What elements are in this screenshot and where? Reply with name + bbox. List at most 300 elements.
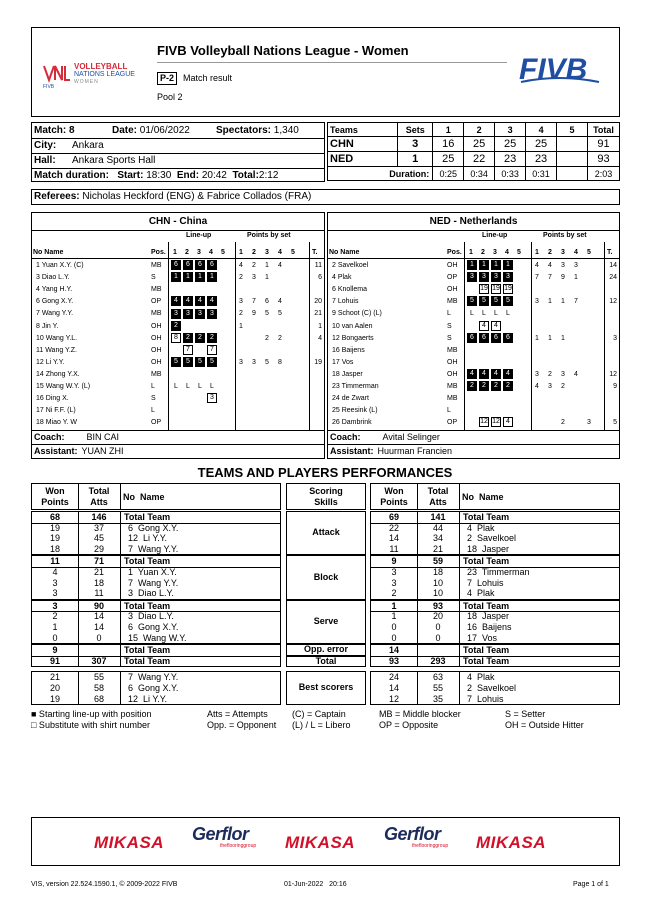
skill-name: Opp. error — [303, 644, 348, 654]
left-perf-header — [31, 483, 281, 510]
total-atts: 93 — [432, 600, 443, 611]
lineup-starting-position: 6 — [171, 260, 181, 270]
player-lineup — [171, 393, 219, 405]
total-atts: 293 — [430, 655, 446, 666]
player-set-points: 3 — [252, 274, 256, 282]
player-name: 9 Schoot (C) (L) — [332, 310, 382, 318]
player-or-team: 2 Savelkoel — [467, 682, 517, 693]
player-set-points: 3 — [548, 383, 552, 390]
player-set-points: 1 — [548, 298, 552, 306]
player-set-points: 7 — [535, 274, 539, 282]
player-set-points: 2 — [278, 334, 282, 342]
fivb-logo — [519, 52, 601, 84]
lineup-set-number: 4 — [209, 249, 213, 256]
lineup-substitute: 4 — [503, 417, 513, 427]
lineup-starting-position: 3 — [503, 272, 513, 282]
title-underline — [157, 62, 507, 63]
player-name: 6 Gong X.Y. — [36, 298, 74, 306]
player-row — [328, 369, 619, 381]
player-or-team: 7 Wang Y.Y. — [128, 543, 179, 554]
divider — [32, 444, 324, 445]
player-name: 8 Jin Y. — [36, 322, 59, 330]
lineup-starting-position: 5 — [171, 357, 181, 367]
player-set-points: 3 — [239, 298, 243, 306]
player-lineup — [467, 272, 515, 284]
total-atts-header-1: Total — [88, 486, 110, 496]
won-points: 12 — [388, 693, 399, 704]
score-cell — [557, 152, 588, 167]
lineup-starting-position: 6 — [183, 260, 193, 270]
total-atts: 14 — [93, 611, 104, 622]
skill-name: Block — [313, 571, 339, 582]
score-header-cell: Teams — [328, 123, 398, 137]
total-atts: 55 — [432, 682, 443, 693]
player-or-team: 6 Gong X.Y. — [128, 522, 179, 533]
lineup-set-number: 1 — [469, 249, 473, 256]
player-lineup — [171, 260, 219, 272]
player-or-team: 3 Diao L.Y. — [128, 588, 174, 599]
legend-substitute: □ Substitute with shirt number — [31, 720, 150, 730]
player-lineup — [171, 272, 219, 284]
referees-label: Referees: — [34, 191, 80, 202]
total-atts: 59 — [432, 556, 443, 567]
player-set-points: 9 — [561, 274, 565, 282]
lineup-starting-position: 2 — [195, 333, 205, 343]
total-atts: 37 — [93, 522, 104, 533]
points-set-number: 1 — [239, 249, 243, 256]
vnl-logo-line2: NATIONS LEAGUE — [74, 71, 135, 78]
column-divider — [459, 601, 460, 643]
col-no-name: No Name — [329, 249, 360, 256]
player-name: 25 Reesink (L) — [332, 407, 378, 415]
player-lineup — [467, 284, 515, 296]
skills-header-1: Scoring — [309, 486, 343, 496]
score-cell: 25 — [495, 137, 526, 152]
player-or-team: 23 Timmerman — [467, 566, 530, 577]
player-position: MB — [447, 395, 458, 403]
player-set-points: 3 — [587, 419, 591, 427]
total-atts: 68 — [93, 693, 104, 704]
player-lineup — [467, 296, 515, 308]
pool-label: Pool 2 — [157, 92, 183, 102]
total-atts: 45 — [93, 533, 104, 544]
total-atts: 71 — [93, 556, 104, 567]
sponsor-mikasa-2: MIKASA — [285, 833, 356, 852]
won-points-header-2: Points — [41, 497, 69, 507]
lineup-starting-position: 6 — [491, 333, 501, 343]
won-points: 14 — [388, 682, 399, 693]
player-total-points: 19 — [314, 358, 322, 366]
won-points: 22 — [388, 522, 399, 533]
player-name: 24 de Zwart — [332, 395, 369, 403]
won-points: 3 — [52, 577, 58, 588]
lineup-starting-position: 1 — [467, 260, 477, 270]
assistant-row — [330, 446, 452, 456]
player-lineup — [171, 321, 183, 333]
column-divider — [120, 672, 121, 704]
lineup-starting-position: 3 — [171, 309, 181, 319]
end-label: End: — [176, 170, 200, 181]
won-points: 24 — [388, 672, 399, 683]
lineup-starting-position: 6 — [503, 333, 513, 343]
total-atts: 29 — [93, 543, 104, 554]
score-row-chn — [328, 137, 620, 152]
player-set-points: 3 — [561, 370, 565, 378]
player-set-points: 2 — [252, 262, 256, 269]
player-lineup — [467, 417, 515, 429]
legend-oh: OH = Outside Hitter — [505, 720, 584, 730]
lineup-set-number: 2 — [481, 249, 485, 256]
lineup-libero: L — [482, 310, 486, 318]
legend-setter: S = Setter — [505, 709, 546, 719]
referees-box — [31, 189, 620, 205]
lineup-libero: L — [470, 310, 474, 318]
col-lineup-label: Line-up — [186, 232, 212, 239]
won-points: 9 — [391, 556, 397, 567]
lineup-starting-position: 5 — [183, 357, 193, 367]
player-or-team: 4 Plak — [467, 588, 495, 599]
score-cell — [557, 137, 588, 152]
lineup-starting-position: 6 — [195, 260, 205, 270]
lineup-starting-position: 4 — [171, 296, 181, 306]
player-row — [32, 296, 324, 308]
lineup-starting-position: 5 — [503, 296, 513, 306]
total-atts: 10 — [432, 577, 443, 588]
won-points: 68 — [49, 512, 60, 522]
lineup-libero: L — [210, 383, 214, 390]
score-header-cell: Sets — [398, 123, 433, 137]
spectators-count: 1,340 — [273, 125, 299, 136]
lineup-starting-position: 4 — [491, 369, 501, 379]
coach-row — [330, 432, 440, 442]
player-position: L — [447, 310, 451, 318]
player-name: 6 Knollema — [332, 286, 368, 294]
player-row — [328, 357, 619, 369]
player-position: MB — [151, 310, 162, 318]
assistant-row — [34, 446, 124, 456]
player-lineup — [467, 381, 515, 393]
won-points: 19 — [49, 533, 60, 544]
player-name: 26 Dambrink — [332, 419, 372, 427]
player-lineup — [171, 345, 219, 357]
lineup-set-number: 2 — [185, 249, 189, 256]
player-row — [328, 260, 619, 272]
score-duration-label: Duration: — [328, 167, 433, 181]
assistant-name: Huurman Francien — [377, 446, 453, 456]
player-row — [32, 321, 324, 333]
lineup-starting-position: 6 — [479, 333, 489, 343]
won-points: 3 — [391, 577, 397, 588]
player-position: OH — [447, 262, 458, 269]
col-no-name: No Name — [33, 249, 64, 256]
vnl-logo — [41, 60, 141, 90]
team-roster-chn — [31, 212, 325, 459]
footer-version: VIS, version 22.524.1590.1, © 2009-2022 FIVB — [31, 881, 178, 888]
score-header-cell: 1 — [433, 123, 464, 137]
start-time: 18:30 — [146, 170, 172, 181]
divider — [32, 230, 324, 231]
total-atts: 0 — [96, 632, 102, 643]
score-header-cell: 2 — [464, 123, 495, 137]
player-set-points: 2 — [561, 383, 565, 390]
lineup-substitute: 8 — [171, 333, 181, 343]
won-points: 1 — [52, 621, 58, 632]
lineup-starting-position: 4 — [503, 369, 513, 379]
match-label: Match: — [34, 125, 67, 136]
score-cell: 25 — [464, 137, 495, 152]
skill-name: Best scorers — [298, 682, 354, 693]
coach-row — [34, 432, 119, 442]
score-cell: 1 — [398, 152, 433, 167]
referees-names: Nicholas Heckford (ENG) & Fabrice Collados (FRA) — [82, 191, 312, 202]
team-roster-ned — [327, 212, 620, 459]
player-or-team: 4 Plak — [467, 672, 495, 683]
score-duration-cell: 2:03 — [588, 167, 620, 181]
match-info-box — [31, 122, 325, 182]
skill-name: Serve — [313, 615, 339, 626]
won-points: 21 — [49, 672, 60, 683]
player-or-team: 18 Jasper — [467, 611, 510, 622]
col-pos: Pos. — [151, 249, 166, 256]
player-name: 11 Wang Y.Z. — [36, 346, 77, 354]
match-number: 8 — [69, 125, 75, 136]
performance-title: TEAMS AND PLAYERS PERFORMANCES — [197, 465, 453, 480]
player-or-team: 6 Gong X.Y. — [128, 621, 179, 632]
player-or-team: 3 Diao L.Y. — [128, 611, 174, 622]
legend-captain: (C) = Captain — [292, 709, 346, 719]
lineup-starting-position: 6 — [207, 260, 217, 270]
player-position: OH — [151, 334, 162, 342]
lineup-set-number: 3 — [493, 249, 497, 256]
skill-cell — [286, 656, 366, 668]
total-time: 2:12 — [258, 170, 279, 181]
player-position: MB — [447, 298, 458, 306]
coach-name: BIN CAI — [86, 432, 120, 442]
divider — [328, 230, 619, 231]
player-set-points: 1 — [548, 334, 552, 342]
lineup-starting-position: 2 — [207, 333, 217, 343]
page-title: FIVB Volleyball Nations League - Women — [157, 43, 409, 58]
team-name: CHN - China — [148, 216, 208, 227]
total-atts: 18 — [432, 566, 443, 577]
column-divider — [120, 601, 121, 643]
points-set-number: 3 — [561, 249, 565, 256]
player-position: OH — [151, 322, 162, 330]
player-set-points: 8 — [278, 358, 282, 366]
lineup-starting-position: 3 — [491, 272, 501, 282]
won-points: 3 — [391, 566, 397, 577]
player-set-points: 3 — [574, 262, 578, 269]
player-or-team: 4 Plak — [467, 522, 495, 533]
performance-block — [370, 600, 620, 644]
column-divider — [459, 672, 460, 704]
lineup-starting-position: 4 — [207, 296, 217, 306]
player-set-points: 6 — [265, 298, 269, 306]
player-or-team: 16 Baijens — [467, 621, 512, 632]
assistant-label: Assistant: — [34, 446, 78, 456]
lineup-starting-position: 1 — [183, 272, 193, 282]
skill-cell — [286, 644, 366, 656]
score-header-row — [328, 123, 620, 137]
doc-name: Match result — [183, 73, 233, 83]
player-set-points: 2 — [561, 419, 565, 427]
match-date: 01/06/2022 — [139, 125, 190, 136]
won-points: 93 — [388, 655, 399, 666]
player-total-points: 5 — [613, 419, 617, 427]
score-duration-row — [328, 167, 620, 181]
lineup-substitute: 12 — [492, 418, 500, 426]
footer-datetime: 01-Jun-2022 20:16 — [284, 881, 347, 888]
lineup-starting-position: 3 — [195, 309, 205, 319]
total-atts: 34 — [432, 533, 443, 544]
sponsor-mikasa-1: MIKASA — [94, 833, 165, 852]
player-or-team: Total Team — [124, 655, 171, 666]
player-lineup — [171, 381, 219, 393]
points-set-number: 4 — [574, 249, 578, 256]
player-row — [32, 260, 324, 272]
won-points-header-1: Won — [45, 486, 65, 496]
lineup-starting-position: 4 — [183, 296, 193, 306]
player-row — [328, 333, 619, 345]
performance-block — [31, 600, 281, 644]
column-divider — [459, 484, 460, 509]
player-name: 10 van Aalen — [332, 322, 373, 330]
legend-start-lineup: ■ Starting line-up with position — [31, 709, 152, 719]
player-row — [32, 369, 324, 381]
spectators-label: Spectators: — [216, 125, 272, 136]
lineup-substitute: 4 — [479, 321, 489, 331]
lineup-substitute: 4 — [491, 321, 501, 331]
score-cell: 22 — [464, 152, 495, 167]
player-set-points: 3 — [535, 370, 539, 378]
lineup-starting-position: 1 — [503, 260, 513, 270]
lineup-starting-position: 1 — [207, 272, 217, 282]
column-divider — [120, 512, 121, 554]
player-set-points: 7 — [574, 298, 578, 306]
player-lineup — [467, 333, 515, 345]
player-row — [328, 296, 619, 308]
player-set-points: 4 — [574, 370, 578, 378]
score-cell: 23 — [495, 152, 526, 167]
player-row — [32, 345, 324, 357]
player-position: L — [447, 407, 451, 415]
hall-value: Ankara Sports Hall — [72, 155, 156, 166]
player-total-points: 24 — [609, 274, 617, 282]
player-total-points: 1 — [318, 322, 322, 330]
player-set-points: 2 — [265, 334, 269, 342]
player-position: S — [447, 334, 452, 342]
player-lineup — [467, 260, 515, 272]
player-or-team: 18 Jasper — [467, 543, 510, 554]
lineup-libero: L — [186, 383, 190, 390]
date-label: Date: — [112, 125, 138, 136]
player-row — [328, 393, 619, 405]
player-set-points: 3 — [535, 298, 539, 306]
player-or-team: 1 Yuan X.Y. — [128, 566, 177, 577]
won-points: 11 — [50, 556, 60, 567]
score-cell: 23 — [526, 152, 557, 167]
player-row — [328, 321, 619, 333]
score-row-ned — [328, 152, 620, 167]
won-points: 14 — [388, 533, 399, 544]
skill-cell — [286, 600, 366, 644]
won-points: 14 — [388, 645, 399, 656]
col-pos: Pos. — [447, 249, 462, 256]
total-atts: 146 — [91, 512, 107, 522]
player-position: S — [151, 274, 156, 282]
lineup-substitute: 3 — [207, 393, 217, 403]
skill-cell — [286, 671, 366, 705]
player-lineup — [467, 321, 503, 333]
skill-name: Total — [315, 655, 337, 666]
player-total-points: 6 — [318, 274, 322, 282]
lineup-substitute: 19 — [492, 285, 500, 293]
player-or-team: 7 Wang Y.Y. — [128, 672, 179, 683]
player-lineup — [171, 333, 219, 345]
won-points: 4 — [52, 566, 58, 577]
lineup-starting-position: 2 — [491, 381, 501, 391]
player-row — [328, 417, 619, 429]
score-header-cell: 3 — [495, 123, 526, 137]
skill-cell — [286, 511, 366, 555]
lineup-starting-position: 4 — [467, 369, 477, 379]
player-set-points: 1 — [561, 298, 565, 306]
skills-header-2: Skills — [314, 497, 338, 507]
skill-cell — [286, 555, 366, 599]
column-divider — [120, 556, 121, 598]
hall-label: Hall: — [34, 155, 56, 166]
lineup-substitute: 12 — [480, 418, 488, 426]
col-total: T. — [312, 249, 318, 256]
score-duration-cell: 0:34 — [464, 167, 495, 181]
player-row — [328, 272, 619, 284]
footer-page: Page 1 of 1 — [573, 881, 609, 888]
player-or-team: 12 Li Y.Y. — [128, 533, 168, 544]
player-lineup — [171, 296, 219, 308]
score-header-cell: Total — [588, 123, 620, 137]
player-name: 14 Zhong Y.X. — [36, 370, 80, 378]
score-team-code: CHN — [328, 137, 398, 152]
column-divider — [417, 484, 418, 509]
performance-block — [370, 671, 620, 705]
lineup-starting-position: 5 — [479, 296, 489, 306]
no-name-header: No Name — [123, 492, 165, 502]
player-set-points: 1 — [239, 322, 243, 330]
lineup-starting-position: 2 — [183, 333, 193, 343]
won-points: 69 — [388, 512, 399, 522]
player-or-team: Total Team — [463, 512, 510, 522]
won-points: 1 — [391, 611, 397, 622]
column-divider — [78, 484, 79, 509]
player-row — [32, 393, 324, 405]
player-position: MB — [151, 262, 162, 269]
sponsor-gerflor-1-sub: theflooringgroup — [220, 843, 257, 849]
player-or-team: Total Team — [463, 655, 510, 666]
lineup-starting-position: 2 — [467, 381, 477, 391]
player-position: L — [151, 383, 155, 390]
player-or-team: Total Team — [124, 645, 171, 656]
player-lineup — [467, 369, 515, 381]
lineup-starting-position: 6 — [467, 333, 477, 343]
player-name: 17 Ni F.F. (L) — [36, 407, 76, 415]
player-set-points: 4 — [278, 262, 282, 269]
player-set-points: 2 — [239, 310, 243, 318]
lineup-starting-position: 5 — [467, 296, 477, 306]
player-total-points: 14 — [609, 262, 617, 269]
score-header-cell: 4 — [526, 123, 557, 137]
lineup-set-number: 5 — [221, 249, 225, 256]
sponsor-mikasa-3: MIKASA — [476, 833, 547, 852]
